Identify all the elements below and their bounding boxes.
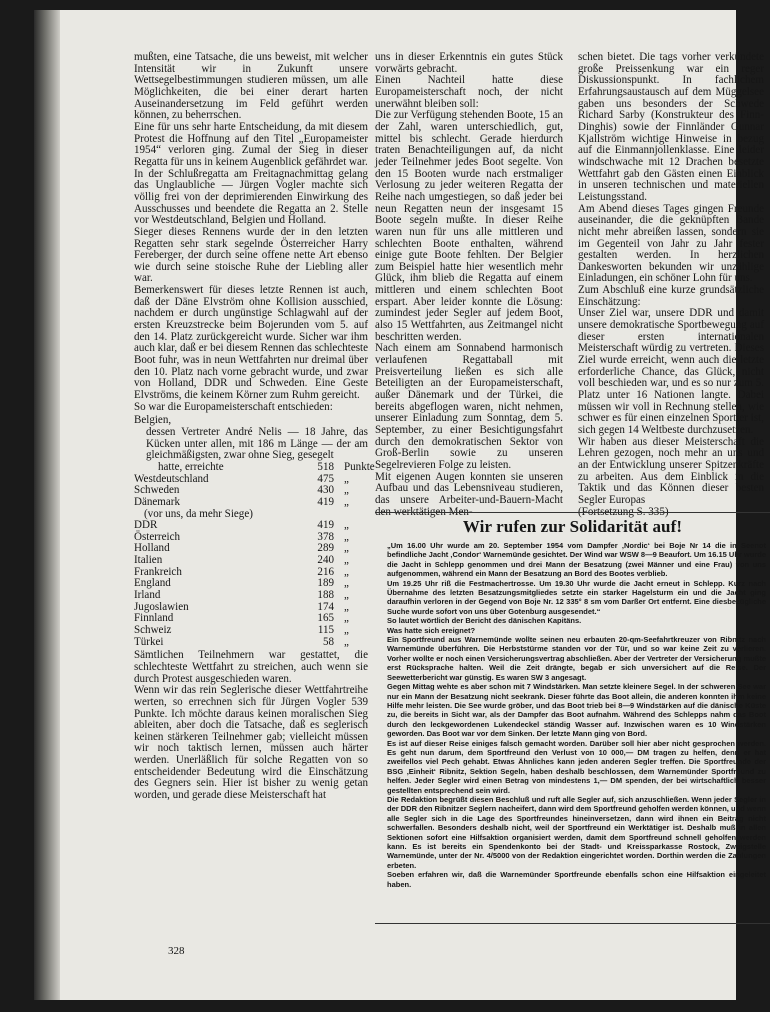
result-points: 174 [317, 600, 334, 613]
paragraph: Wir haben aus dieser Meisterschaft die Lehren gezogen, noch mehr an uns und an der Entwicklung unserer Spitzenkräfte zu arbeiten. Aus dem Einblick in die Taktik und das Können dieser besten Segler Europas [578, 435, 764, 506]
result-points: 419 [317, 519, 334, 532]
result-points: 289 [317, 542, 334, 555]
book-page [34, 10, 766, 1000]
result-points: 58 [322, 635, 334, 648]
result-country: Italien [134, 554, 163, 567]
result-points: 189 [317, 577, 334, 590]
result-country: Schweden [134, 484, 180, 497]
result-country: Irland [134, 589, 161, 602]
result-unit: „ [344, 612, 349, 625]
winner-points-row [134, 460, 375, 474]
appeal-paragraph: Um 19.25 Uhr riß die Festmachertrosse. Um 19.30 Uhr wurde die Jacht erneut in Schlepp. Kurz nach Übernahme des letzten Besatzungsmitgliedes setzte ein starker Hagelsturm ein und die Jacht ging daraufhin verloren in der Gegend von Boje Nr. 12 335° 8 sm vom Darßer Ort entfernt. Eine diesbezügliche Suche wurde sofort von uns über Gotenburg ausgesendet.“ [387, 578, 766, 616]
winner-points: 518 [317, 460, 334, 473]
paragraph: Unser Ziel war, unsere DDR und damit unsere demokratische Sportbewegung auf dieser ersten internationalen Meisterschaft würdig zu vertreten. Dieses Ziel wurde erreicht, wenn auch die letzte erforderliche Chance, das Glück, nicht voll beschieden war, und es so nur zum 5. Platz unter 16 Nationen langte. Dabei müssen wir voll in Rechnung stellen, wie schwer es für einen einzelnen Sportler ist, sich gegen 14 Weltbeste durchzusetzen. [578, 307, 764, 436]
result-country: Schweiz [134, 623, 172, 636]
paragraph: Bemerkenswert für dieses letzte Rennen ist auch, daß der Däne Elvström ohne Kollision ausschied, nachdem er durch ungünstige Schlagwahl auf der ersten Kreuzstrecke beim Bojerunden vom 5. auf den 14. Platz zurückgereicht wurde. Sicher war ihm auch klar, daß er bei diesem Rennen das schlechteste Boot fuhr, was in neun Wettfahrten nur dreimal über den 10. Platz nach vorne gebracht wurde, und zwar von Holland, DDR und Schweden. Eine Geste Elvströms, die keinem Körner zum Ruhm gereicht. [134, 284, 368, 402]
paragraph: schen bietet. Die tags vorher verkündete große Preissenkung war ein reger Diskussionspunkt. In fachlichem Erfahrungsaustausch auf dem Müggelsee gaben uns besonders der Schwede Richard Sarby (Konstrukteur des Finn-Dinghis) sowie der Finnländer Gunnar Kjallström wichtige Hinweise in bezug auf die Einmannjollenklasse. Eine leider windschwache mit 12 Drachen besetzte Wettfahrt gab den Gästen einen Einblick in unseren technischen und materiellen Leistungsstand. [578, 51, 764, 203]
result-country: Türkei [134, 635, 164, 648]
paragraph: uns in dieser Erkenntnis ein gutes Stück vorwärts gebracht. [375, 51, 563, 75]
appeal-paragraph: Die Redaktion begrüßt diesen Beschluß und ruft alle Segler auf, sich anzuschließen. Wenn jeder Segler in der DDR den Ribnitzer Seglern nacheifert, dann wird dem Sportfreund geholfen werden können, und wenn alle Segler sich in die Lage des Sportfreundes hineinversetzen, dann wird ihnen ein Beitrag nicht schwerfallen. Besonders deshalb nicht, weil der Sportfreund ein Werktätiger ist. Deshalb muß in allen Sektionen sofort eine Hilfsaktion organisiert werden, damit dem Sportfreund schnell geholfen werden kann. Es ist bereits ein Spendenkonto bei der Stadt- und Kreissparkasse Rostock, Zweigstelle Warnemünde, unter der Nr. 4/5000 von der Redaktion eingerichtet worden. Dorthin werden die Zahlungen erbeten. [387, 794, 766, 870]
result-country: Jugoslawien [134, 600, 189, 613]
result-points: 240 [317, 554, 334, 567]
appeal-paragraph: Gegen Mittag wehte es aber schon mit 7 Windstärken. Man setzte kleinere Segel. In der schweren See war nur ein Mann der Besatzung nicht seekrank. Dieser führte das Boot allein, die anderen konnten ihm keine Hilfe mehr leisten. Die See wurde gröber, und das Boot trieb bei 8—9 Windstärken auf die dänische Küste zu, die bereits in Sicht war, als der Dampfer das Boot aufnahm. Während des Schlepps nahm das Boot durch den leckgewordenen Lukendeckel ständig Wasser auf. Inzwischen waren es 10 Windstärken geworden. Das Boot war vor dem Sinken. Der letzte Mann ging von Bord. [387, 682, 766, 739]
result-unit: „ [344, 519, 349, 532]
result-points: 188 [317, 589, 334, 602]
result-unit: „ [344, 565, 349, 578]
result-row [134, 637, 368, 649]
appeal-title: Wir rufen zur Solidarität auf! [462, 517, 683, 536]
result-row [134, 555, 368, 567]
result-points: 430 [317, 484, 334, 497]
paragraph: Zum Abschluß eine kurze grundsätzliche Einschätzung: [578, 284, 764, 308]
result-points: 216 [317, 565, 334, 578]
result-unit: „ [344, 600, 349, 613]
paragraph: Die zur Verfügung stehenden Boote, 15 an der Zahl, waren unterschiedlich, gut, mittel bis schlecht. Gerade hierdurch traten Benachteiligungen auf, da nicht jeder Teilnehmer jedes Boot segelte. Von den 15 Booten wurde nach erstmaliger Verlosung zu jeder weiteren Regatta der Reihe nach umgestiegen, so daß jeder bei neun Regatten neun der insgesamt 15 Boote segeln mußte. In dieser Reihe waren nun für uns alle mittleren und schlechten Boote enthalten, während einige gute Boote fehlten. Der Belgier zum Beispiel hatte hier wesentlich mehr Glück, ihm blieb die Regatta auf einem mittleren und einem schlechten Boot erspart. Aber leider konnte die Lösung: zumindest jeder Segler auf jedem Boot, also 15 Wettfahrten, aus Zeitmangel nicht beschritten werden. [375, 109, 563, 343]
solidarity-appeal-box [375, 512, 770, 924]
appeal-paragraph: Es ist auf dieser Reise einiges falsch gemacht worden. Darüber soll hier aber nicht gesprochen werden. Es geht nun darum, dem Sportfreund den Verlust von 10 000,— DM tragen zu helfen, denn er hat zweifellos viel Pech gehabt. Etwas Ähnliches kann jeden anderen Segler treffen. Die Sportfreunde der BSG ‚Einheit‘ Ribnitz, Sektion Segeln, haben deshalb beschlossen, dem Warnemünder Sportfreund zu helfen. Jeder Segler wird einen Betrag von mindestens 1,— DM spenden, der bei wirtschaftlich besser gestellten entsprechend sein wird. [387, 738, 766, 795]
result-country: Holland [134, 542, 170, 555]
paragraph: In der Schlußregatta am Freitagnachmittag gelang das Unglaubliche — Jürgen Vogler machte sich völlig frei von der deprimierenden Einwirkung des Ausschusses und beendete die Regatta an 2. Stelle vor Westdeutschland, Belgien und Holland. [134, 167, 368, 227]
result-points: 115 [317, 623, 334, 636]
result-unit: „ [344, 577, 349, 590]
paragraph: Mit eigenen Augen konnten sie unseren Aufbau und das Lebensniveau studieren, das unsere Arbeiter-und-Bauern-Macht den werktätigen Men- [375, 470, 563, 518]
result-points: 419 [317, 495, 334, 508]
column-right [578, 51, 764, 518]
appeal-paragraph: Soeben erfahren wir, daß die Warnemünder Sportfreunde ebenfalls schon eine Hilfsaktion eingeleitet haben. [387, 870, 766, 889]
result-unit: „ [344, 554, 349, 567]
result-row [134, 497, 368, 509]
appeal-paragraph: Was hatte sich ereignet? [387, 625, 476, 635]
result-country: England [134, 577, 171, 590]
result-unit: „ [344, 484, 349, 497]
paragraph: Nach einem am Sonnabend harmonisch verlaufenen Regattaball mit Preisverteilung ließen es sich alle Beteiligten an der Europameisterschaft, außer Dänemark und der Türkei, die bereits abgeflogen waren, nicht nehmen, unserer Einladung zum Sonntag, dem 5. September, zu einer Besichtigungsfahrt durch den demokratischen Sektor von Groß-Berlin sowie zu unseren Segelrevieren Folge zu leisten. [375, 342, 563, 471]
paragraph: mußten, eine Tatsache, die uns beweist, mit welcher Intensität wir in Zukunft unsere Wettsegelbestimmungen studieren müssen, um alle Möglichkeiten, die bei einer derart harten Auseinandersetzung im Feld geführt werden können, zu beherrschen. [134, 51, 368, 122]
paragraph: Einen Nachteil hatte diese Europameisterschaft noch, der nicht unerwähnt bleiben soll: [375, 74, 563, 110]
column-middle [375, 52, 563, 518]
appeal-paragraph: So lautet wörtlich der Bericht des dänischen Kapitäns. [387, 616, 582, 626]
result-unit: „ [344, 623, 349, 636]
winner-note: dessen Vertreter André Nelis — 18 Jahre, das Kücken unter allen, mit 186 m Länge — der am gleichmäßigsten, zwar ohne Sieg, gesegelt [146, 426, 368, 462]
result-unit: „ [344, 589, 349, 602]
result-unit: „ [344, 472, 349, 485]
result-points: 475 [317, 472, 334, 485]
result-country: DDR [134, 519, 158, 532]
result-country: (vor uns, da mehr Siege) [144, 507, 253, 520]
result-country: Dänemark [134, 495, 181, 508]
result-country: Österreich [134, 530, 181, 543]
paragraph: Sieger dieses Rennens wurde der in den letzten Regatten sehr stark segelnde Österreicher Harry Fereberger, der durch seine offene nette Art ebenso wie durch seine stoische Ruhe der Liebling aller war. [134, 225, 368, 285]
book-spine [34, 10, 60, 1000]
result-country: Finnland [134, 612, 174, 625]
results-table [134, 414, 375, 648]
column-left [134, 51, 375, 802]
appeal-paragraph: Ein Sportfreund aus Warnemünde wollte seinen neu erbauten 20-qm-Seefahrtkreuzer von Ribnitz nach Warnemünde überführen. Die Herbststürme standen vor der Tür, und so war keine Zeit zu verlieren. Vorher wollte er noch einen Versicherungsvertrag abschließen. Aber der Vertreter der Versicherung mußte erst Rücksprache halten. Weil die Zeit drängte, begab er sich unversichert auf die Reise. Der Seewetterbericht war günstig. Es waren SW 3 angesagt. [387, 635, 766, 682]
winner-unit: Punkte [344, 460, 375, 473]
continued-note: (Fortsetzung S. 335) [578, 505, 669, 518]
paragraph: Eine für uns sehr harte Entscheidung, da mit diesem Protest die Hoffnung auf den Titel „Europameister 1954“ verloren ging. Zumal der Sieg in dieser Regatta für uns in keinem Augenblick gefährdet war. [134, 120, 368, 168]
result-points: 378 [317, 530, 334, 543]
result-row [134, 625, 368, 637]
result-unit: „ [344, 635, 349, 648]
page-number: 328 [168, 945, 185, 957]
appeal-paragraph: „Um 16.00 Uhr wurde am 20. September 1954 vom Dampfer ‚Nordic‘ bei Boje Nr 14 die in Seenot befindliche Jacht ‚Condor‘ Warnemünde gesichtet. Der Wind war WSW 8—9 Beaufort. Um 16.15 Uhr wurde die Jacht in Schlepp genommen und drei Mann der Besatzung (zwei Männer und eine Frau) von uns aufgenommen, während ein Mann der Besatzung an Bord des Bootes verblieb. [387, 541, 766, 579]
winner-points-label: hatte, erreichte [158, 460, 224, 473]
result-points: 165 [317, 612, 334, 625]
result-unit: „ [344, 530, 349, 543]
paragraph: So war die Europameisterschaft entschieden: [134, 400, 333, 413]
paragraph: Sämtlichen Teilnehmern war gestattet, die schlechteste Wettfahrt zu streichen, auch wenn sie durch Protest ausgeschieden waren. [134, 649, 368, 685]
result-country: Frankreich [134, 565, 182, 578]
result-row [134, 590, 368, 602]
appeal-body [387, 541, 766, 889]
result-country: Westdeutschland [134, 472, 209, 485]
paragraph: Wenn wir das rein Seglerische dieser Wettfahrtreihe werten, so errechnen sich für Jürgen Vogler 539 Punkte. Ich möchte daraus keinen moralischen Sieg ableiten, aber doch die Tatsache, daß es seglerisch keinen stärkeren Teilnehmer gab; vielleicht müssen wir noch taktisch lernen, müssen auch härter werden. Unerläßlich für solche Regatten von so entscheidender Bedeutung wird die Einschätzung des Gegners sein. Hier ist bisher zu wenig getan worden, und gerade diese Meisterschaft hat [134, 684, 368, 802]
winner-country: Belgien, [134, 414, 172, 427]
result-unit: „ [344, 495, 349, 508]
result-unit: „ [344, 542, 349, 555]
paragraph: Am Abend dieses Tages gingen Freunde auseinander, die die geknüpften Bande nicht mehr abreißen lassen, sondern sie im Gegenteil von Jahr zu Jahr fester gestalten werden. In herzlichen Dankesworten bekunden wir unzählige Einladungen, ein schöner Lohn für uns. [578, 202, 764, 285]
